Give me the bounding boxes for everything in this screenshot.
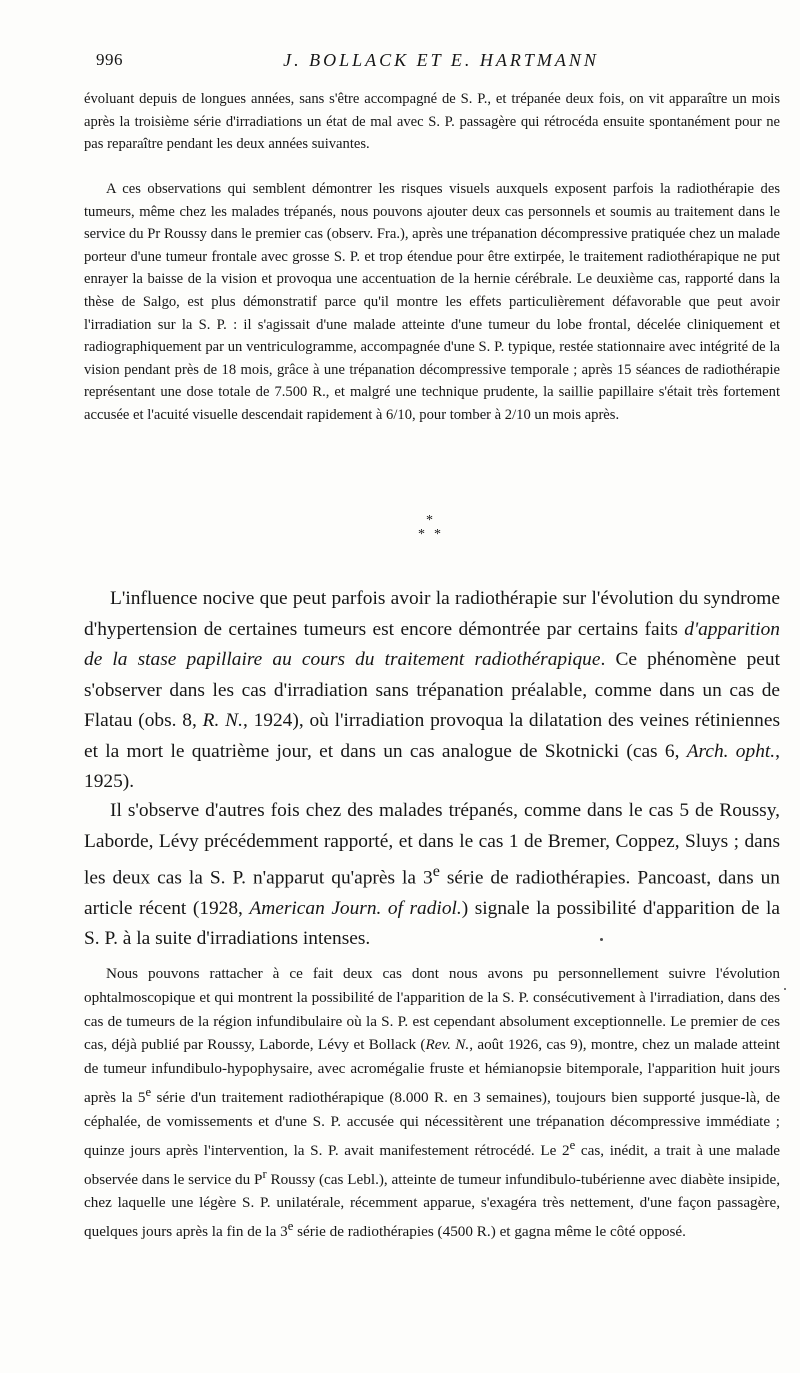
text-run: série d'un traitement radiothérapique (8.000 R. en 3 semaines), toujours bien supporté jusque-là, de céphalée, de vomissements et d'une S. P. accusée qui nécessitèrent une trépanation décompressive immédiate ; quinze jours après l'intervention, la S. P. avait manifestement rétrocédé. Le 2 [84,1089,780,1159]
superscript: e [287,1219,294,1234]
text-run: , 1925). [84,740,780,792]
paragraph-observations [84,178,780,427]
italic-phrase: d'apparition de la stase papillaire au cours du traitement radiothérapique [84,618,780,670]
text-run: L'influence nocive que peut parfois avoir la radiothérapie sur l'évolution du syndrome d'hypertension de certaines tumeurs est encore démontrée par certains faits [84,588,780,640]
journal-abbreviation: Rev. N. [425,1036,470,1054]
paragraph-continuation [84,88,780,156]
text-run: série de radiothérapies (4500 R.) et gagna même le côté opposé. [293,1223,686,1241]
paragraph-text [84,584,780,798]
journal-abbreviation: R. N. [202,710,243,731]
text-run: cas, inédit, a trait à une malade observée dans le service du P [84,1141,780,1188]
page-number: 996 [96,50,123,69]
running-head-authors: J. BOLLACK ET E. HARTMANN [283,50,599,70]
separator-star: * [434,527,441,542]
superscript: e [569,1137,576,1152]
text-run: . Ce phénomène peut s'observer dans les cas d'irradiation sans trépanation préalable, comme dans un cas de Flatau (obs. 8, [84,649,780,731]
paragraph-text [84,962,780,1244]
journal-abbreviation: Arch. opht. [686,740,776,762]
journal-title: American Journ. of radiol. [249,897,462,919]
paragraph-text [84,796,780,955]
paragraph-personal-cases [84,962,780,1244]
text-run: Il s'observe d'autres fois chez des malades trépanés, comme dans le cas 5 de Roussy, Laborde, Lévy précédemment rapporté, et dans le cas 1 de Bremer, Coppez, Sluys ; dans les deux cas la S. P. n'apparut qu'après la 3 [84,800,780,889]
section-separator [0,510,800,554]
paragraph-text: A ces observations qui semblent démontrer les risques visuels auxquels exposent parfois la radiothérapie des tumeurs, même chez les malades trépanés, nous pouvons ajouter deux cas personnels et soumis au traitement dans le service du Pr Roussy dans le premier cas (observ. Fra.), après une trépanation décompressive pratiquée chez un malade porteur d'une tumeur frontale avec grosse S. P. et trop étendue pour être extirpée, le traitement radiothérapique ne put enrayer la baisse de la vision et provoqua une accentuation de la hernie cérébrale. Le deuxième cas, rapporté dans la thèse de Salgo, est plus démonstratif parce qu'il montre les effets particulièrement défavorable que peut avoir l'irradiation sur la S. P. : il s'agissait d'une malade atteinte d'une tumeur du lobe frontal, décelée cliniquement et radiographiquement par un ventriculogramme, accompagnée d'une S. P. typique, restée stationnaire avec intégrité de la vision pendant près de 18 mois, grâce à une trépanation décompressive temporale ; après 15 séances de radiothérapie représentant une dose totale de 7.500 R., et malgré une technique prudente, la saillie papillaire s'était très fortement accusée et l'acuité visuelle descendait rapidement à 6/10, pour tomber à 2/10 un mois après. [84,181,780,423]
main-paragraph-trepanes [84,796,780,955]
text-run: , 1924), où l'irradiation provoqua la dilatation des veines rétiniennes et la mort le quatrième jour, et dans un cas analogue de Skotnicki (cas 6, [84,710,781,762]
text-run: série de radiothérapies. Pancoast, dans un article récent (1928, [84,867,780,919]
scan-speck [784,988,786,990]
superscript: r [262,1166,267,1181]
superscript: e [432,863,440,880]
text-run: Roussy (cas Lebl.), atteinte de tumeur infundibulo-tubérienne avec diabète insipide, chez laquelle une légère S. P. unilatérale, récemment apparue, s'exagéra très nettement, d'une façon passagère, quelques jours après la fin de la 3 [84,1170,780,1241]
main-paragraph-influence [84,584,780,798]
superscript: e [145,1084,152,1099]
text-run: ) signale la possibilité d'apparition de la S. P. à la suite d'irradiations intenses. [84,897,781,950]
paragraph-text: évoluant depuis de longues années, sans s'être accompagné de S. P., et trépanée deux fois, on vit apparaître un mois après la troisième série d'irradiations un état de mal avec S. P. passagère qui rétrocéda ensuite spontanément pour ne pas reparaître pendant les deux années suivantes. [84,91,780,153]
separator-star: * [426,513,433,528]
text-run: Nous pouvons rattacher à ce fait deux cas dont nous avons pu personnellement suivre l'évolution ophtalmoscopique et qui montrent la possibilité de l'apparition de la S. P. consécutivement à l'irradiation, dans des cas de tumeurs de la région infundibulaire où la S. P. est cependant absolument exceptionnelle. Le premier de ces cas, déjà publié par Roussy, Laborde, Lévy et Bollack ( [84,965,780,1054]
separator-star: * [418,527,425,542]
scan-speck [600,938,603,941]
running-head [96,50,786,74]
text-run: , août 1926, cas 9), montre, chez un malade atteint de tumeur infundibulo-hypophysaire, avec acromégalie fruste et hémianopsie bitemporale, l'apparition huit jours après la 5 [84,1036,780,1107]
